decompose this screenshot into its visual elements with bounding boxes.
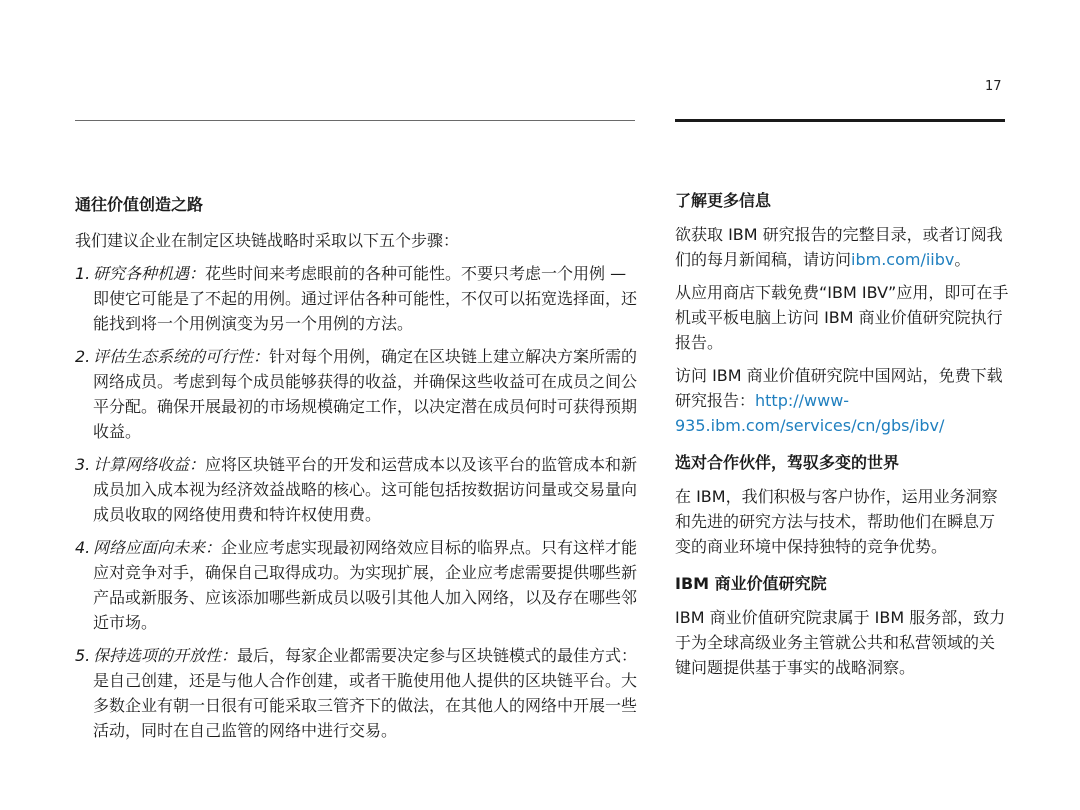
step-title: 网络应面向未来：	[93, 538, 222, 557]
step-number: 5.	[75, 646, 91, 665]
step-text: 最后，每家企业都需要决定参与区块链模式的最佳方式：是自己创建，还是与他人合作创建，或者干脆使用他人提供的区块链平台。大多数企业有朝一日很有可能采取三管齐下的做法，在其他人的网络中开展一些活动，同时在自己监管的网络中进行交易。	[93, 646, 638, 740]
right-column	[675, 190, 1010, 680]
more-info-tail: 。	[954, 250, 971, 269]
partner-paragraph: 在 IBM，我们积极与客户协作，运用业务洞察和先进的研究方法与技术，帮助他们在瞬息万变的商业环境中保持独特的竞争优势。	[675, 487, 998, 556]
step-number: 1.	[75, 264, 91, 283]
more-info-text: 欲获取 IBM 研究报告的完整目录，或者订阅我们的每月新闻稿，请访问	[675, 225, 1003, 269]
right-divider	[675, 119, 1005, 122]
step-title: 计算网络收益：	[93, 455, 206, 474]
step-text: 企业应考虑实现最初网络效应目标的临界点。只有这样才能应对竞争对手，确保自己取得成功。为实现扩展，企业应考虑需要提供哪些新产品或新服务、应该添加哪些新成员以吸引其他人加入网络，以及存在哪些邻近市场。	[93, 538, 638, 632]
section-heading: 通往价值创造之路	[75, 195, 204, 214]
step-text: 应将区块链平台的开发和运营成本以及该平台的监管成本和新成员加入成本视为经济效益战略的核心。这可能包括按数据访问量或交易量向成员收取的网络使用费和特许权使用费。	[93, 455, 638, 524]
left-column	[75, 194, 641, 743]
more-info-paragraph-2: 从应用商店下载免费“IBM IBV”应用，即可在手机或平板电脑上访问 IBM 商业价值研究院执行报告。	[675, 283, 1009, 352]
ibv-heading: IBM 商业价值研究院	[675, 574, 827, 593]
partner-heading: 选对合作伙伴，驾驭多变的世界	[675, 453, 900, 472]
step-number: 2.	[75, 347, 91, 366]
iibv-link[interactable]: ibm.com/iibv	[851, 250, 955, 269]
step-4	[75, 535, 641, 635]
china-site-text: 访问 IBM 商业价值研究院中国网站，免费下载研究报告：	[675, 366, 1003, 410]
step-5	[75, 643, 641, 743]
step-1	[75, 261, 641, 336]
ibv-paragraph: IBM 商业价值研究院隶属于 IBM 服务部，致力于为全球高级业务主管就公共和私营领域的关键问题提供基于事实的战略洞察。	[675, 608, 1006, 677]
china-site-link[interactable]: http://www-935.ibm.com/services/cn/gbs/ibv/	[675, 391, 945, 435]
more-info-heading: 了解更多信息	[675, 191, 772, 210]
more-info-paragraph-3	[675, 363, 1010, 438]
step-3	[75, 452, 641, 527]
step-title: 研究各种机遇：	[93, 264, 206, 283]
more-info-paragraph-1	[675, 222, 1010, 272]
step-number: 4.	[75, 538, 91, 557]
page-number: 17	[985, 79, 1002, 94]
intro-text: 我们建议企业在制定区块链战略时采取以下五个步骤：	[75, 231, 460, 250]
left-divider	[75, 120, 635, 121]
step-text: 花些时间来考虑眼前的各种可能性。不要只考虑一个用例 — 即使它可能是了不起的用例。通过评估各种可能性，不仅可以拓宽选择面，还能找到将一个用例演变为另一个用例的方法。	[93, 264, 638, 333]
step-title: 评估生态系统的可行性：	[93, 347, 270, 366]
step-title: 保持选项的开放性：	[93, 646, 238, 665]
step-text: 针对每个用例，确定在区块链上建立解决方案所需的网络成员。考虑到每个成员能够获得的收益，并确保这些收益可在成员之间公平分配。确保开展最初的市场规模确定工作，以决定潜在成员何时可获得预期收益。	[93, 347, 638, 441]
step-number: 3.	[75, 455, 91, 474]
step-2	[75, 344, 641, 444]
